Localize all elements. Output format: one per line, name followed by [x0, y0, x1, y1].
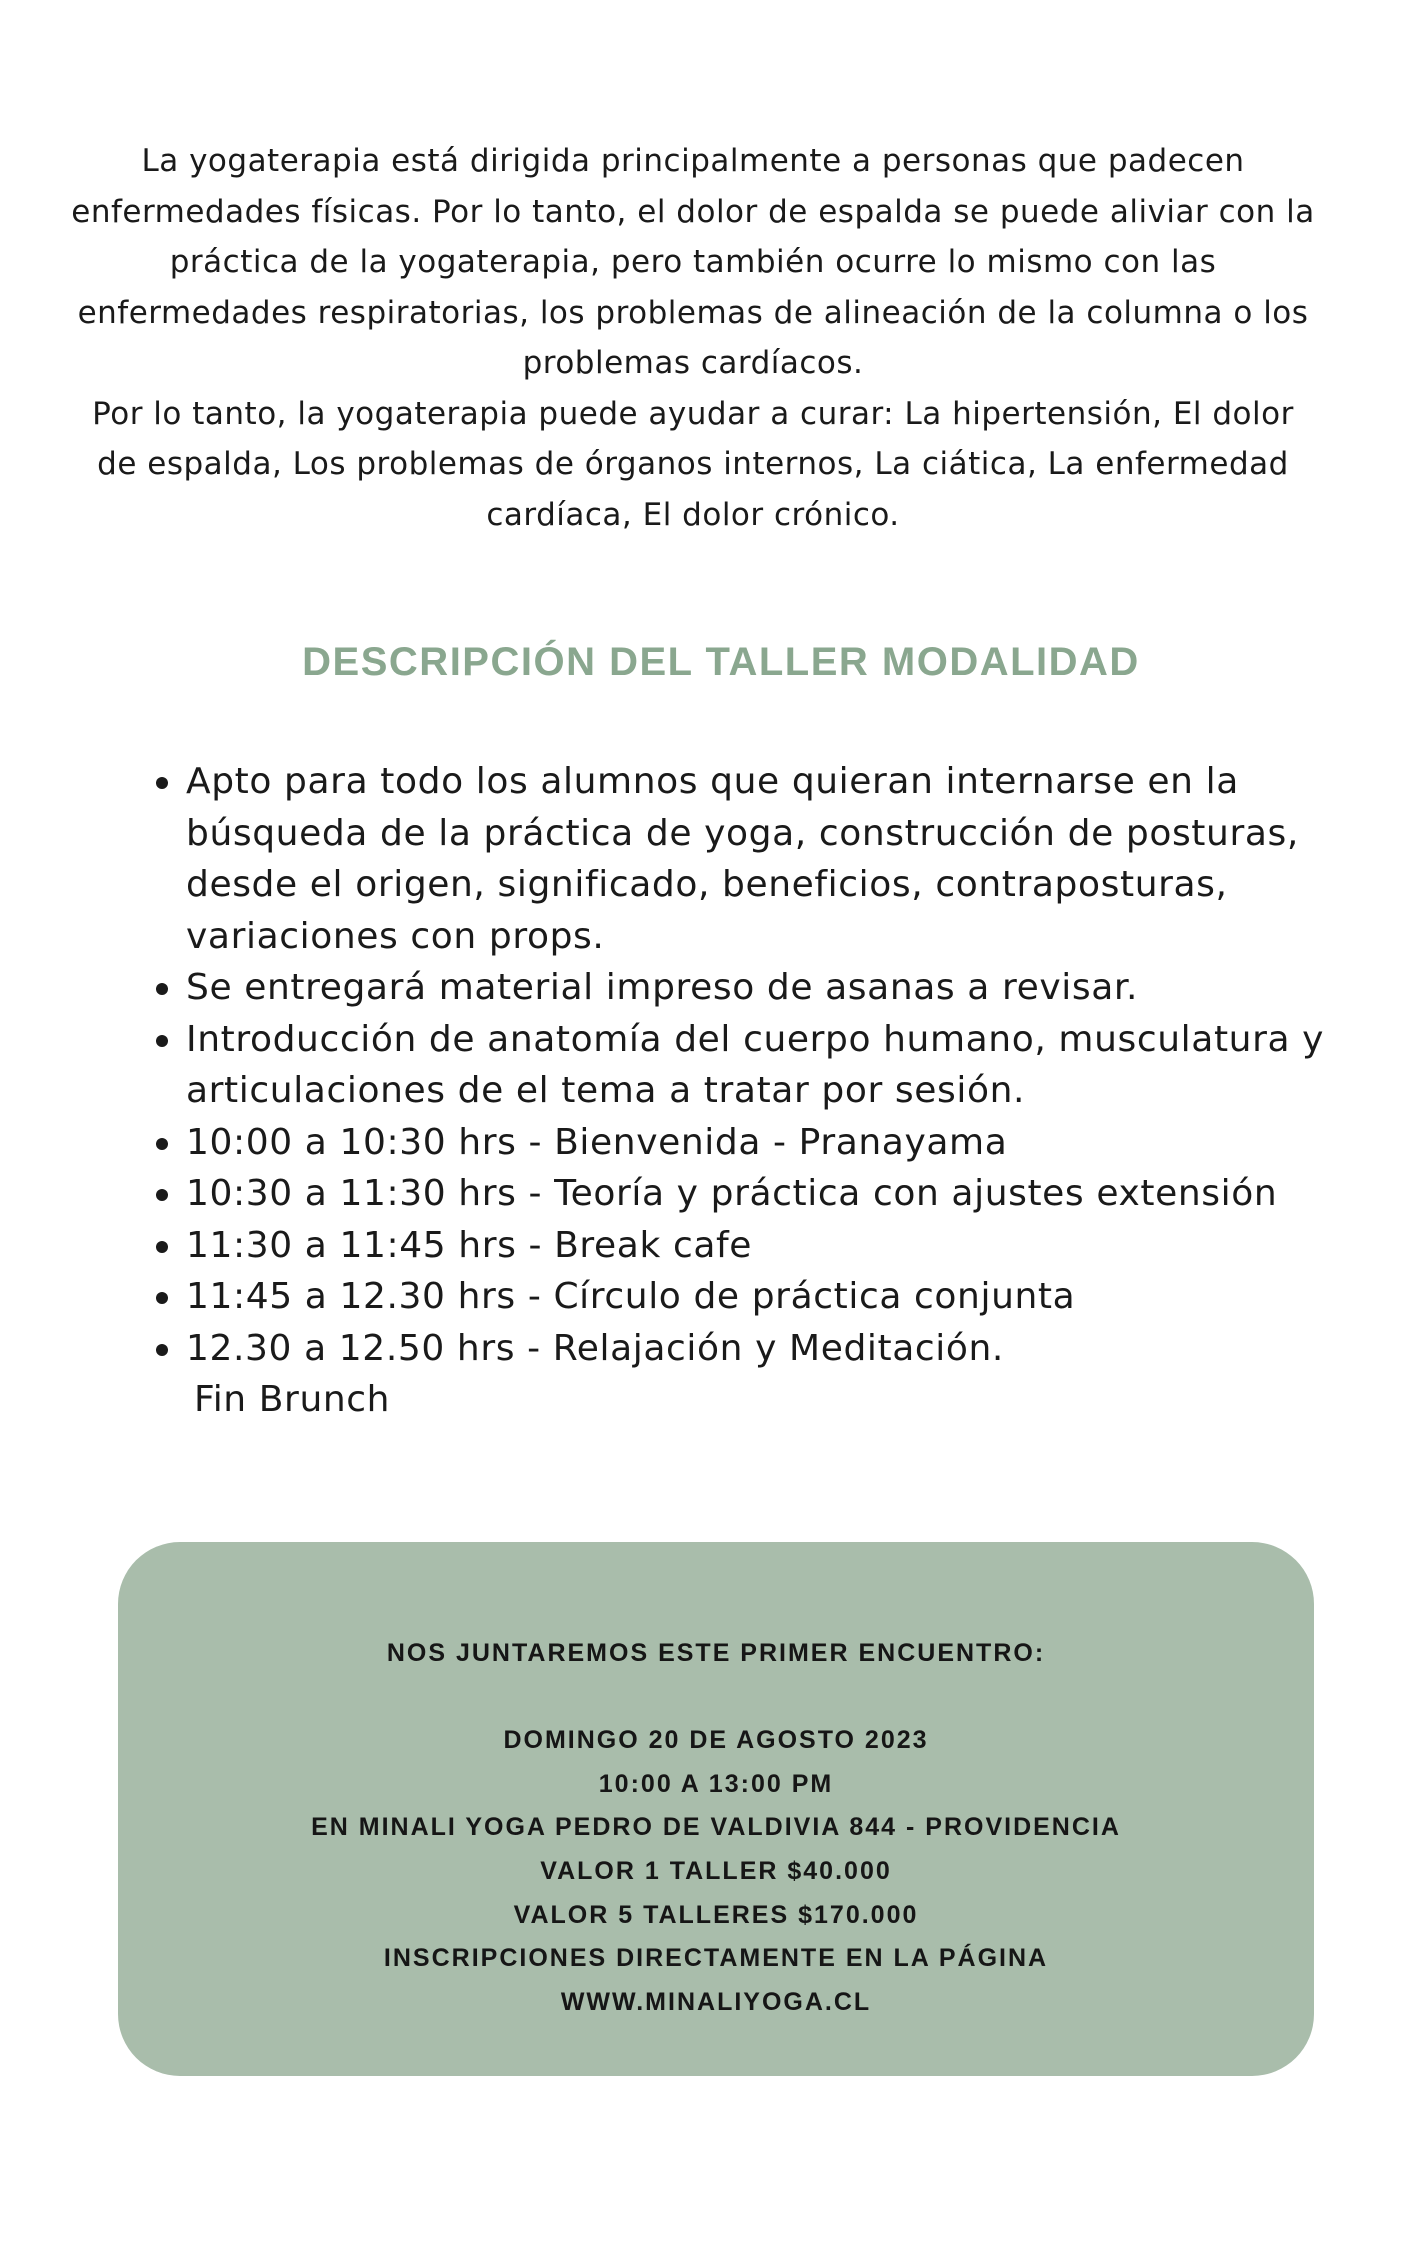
list-item-text: Se entregará material impreso de asanas a revisar. [186, 967, 1139, 1008]
spacer [118, 1676, 1314, 1720]
bullet-icon [156, 983, 168, 995]
price-five-workshops: VALOR 5 TALLERES $170.000 [513, 1900, 919, 1929]
bullet-icon [156, 1035, 168, 1047]
event-location: EN MINALI YOGA PEDRO DE VALDIVIA 844 - PROVIDENCIA [311, 1813, 1121, 1842]
list-item [186, 1014, 1356, 1117]
price-one-workshop: VALOR 1 TALLER $40.000 [540, 1856, 892, 1885]
list-item [186, 1117, 1356, 1169]
bullet-icon [156, 1138, 168, 1150]
intro-paragraph-2: Por lo tanto, la yogaterapia puede ayudar a curar: La hipertensión, El dolor de espalda, Los problemas de órganos internos, La ciática, La enfermedad cardíaca, El dolor crónico. [92, 395, 1294, 533]
list-item [186, 962, 1356, 1014]
event-info-text [118, 1632, 1314, 2024]
list-item [186, 756, 1356, 962]
list-item [186, 1323, 1356, 1375]
bullet-icon [156, 1189, 168, 1201]
section-heading: DESCRIPCIÓN DEL TALLER MODALIDAD [302, 640, 1140, 684]
event-time: 10:00 A 13:00 PM [598, 1769, 834, 1798]
list-item-text: 11:30 a 11:45 hrs - Break cafe [186, 1224, 753, 1266]
list-item [186, 1168, 1356, 1220]
workshop-details-list [186, 756, 1356, 1426]
event-intro: NOS JUNTAREMOS ESTE PRIMER ENCUENTRO: [386, 1639, 1046, 1667]
list-item-text: 10:00 a 10:30 hrs - Bienvenida - Pranayama [186, 1121, 1008, 1163]
event-info-card [118, 1542, 1314, 2076]
list-item [186, 1271, 1356, 1323]
bullet-icon [156, 777, 168, 789]
intro-paragraph-1: La yogaterapia está dirigida principalmente a personas que padecen enfermedades físicas. Por lo tanto, el dolor de espalda se puede aliviar con la práctica de la yogaterapia, pero también ocurre lo mismo con las enfermedades respiratorias, los problemas de alineación de la columna o los problemas cardíacos. [71, 143, 1315, 381]
list-trailing-note: Fin Brunch [194, 1379, 391, 1420]
list-item-text: 12.30 a 12.50 hrs - Relajación y Meditación. [186, 1327, 1004, 1369]
list-item-text: 11:45 a 12.30 hrs - Círculo de práctica conjunta [186, 1276, 1076, 1317]
list-item-text: Apto para todo los alumnos que quieran internarse en la búsqueda de la práctica de yoga, construcción de posturas, desde el origen, significado, beneficios, contraposturas, variaciones con props. [186, 761, 1299, 957]
list-item-text: 10:30 a 11:30 hrs - Teoría y práctica con ajustes extensión [186, 1173, 1278, 1214]
bullet-icon [156, 1241, 168, 1253]
website: WWW.MINALIYOGA.CL [560, 1987, 872, 2016]
list-item [186, 1220, 1356, 1272]
signup-note: INSCRIPCIONES DIRECTAMENTE EN LA PÁGINA [383, 1944, 1049, 1973]
bullet-icon [156, 1344, 168, 1356]
intro-text [70, 136, 1316, 540]
list-item-text: Introducción de anatomía del cuerpo humano, musculatura y articulaciones de el tema a tratar por sesión. [186, 1018, 1325, 1111]
event-date: DOMINGO 20 DE AGOSTO 2023 [503, 1726, 929, 1755]
bullet-icon [156, 1292, 168, 1304]
